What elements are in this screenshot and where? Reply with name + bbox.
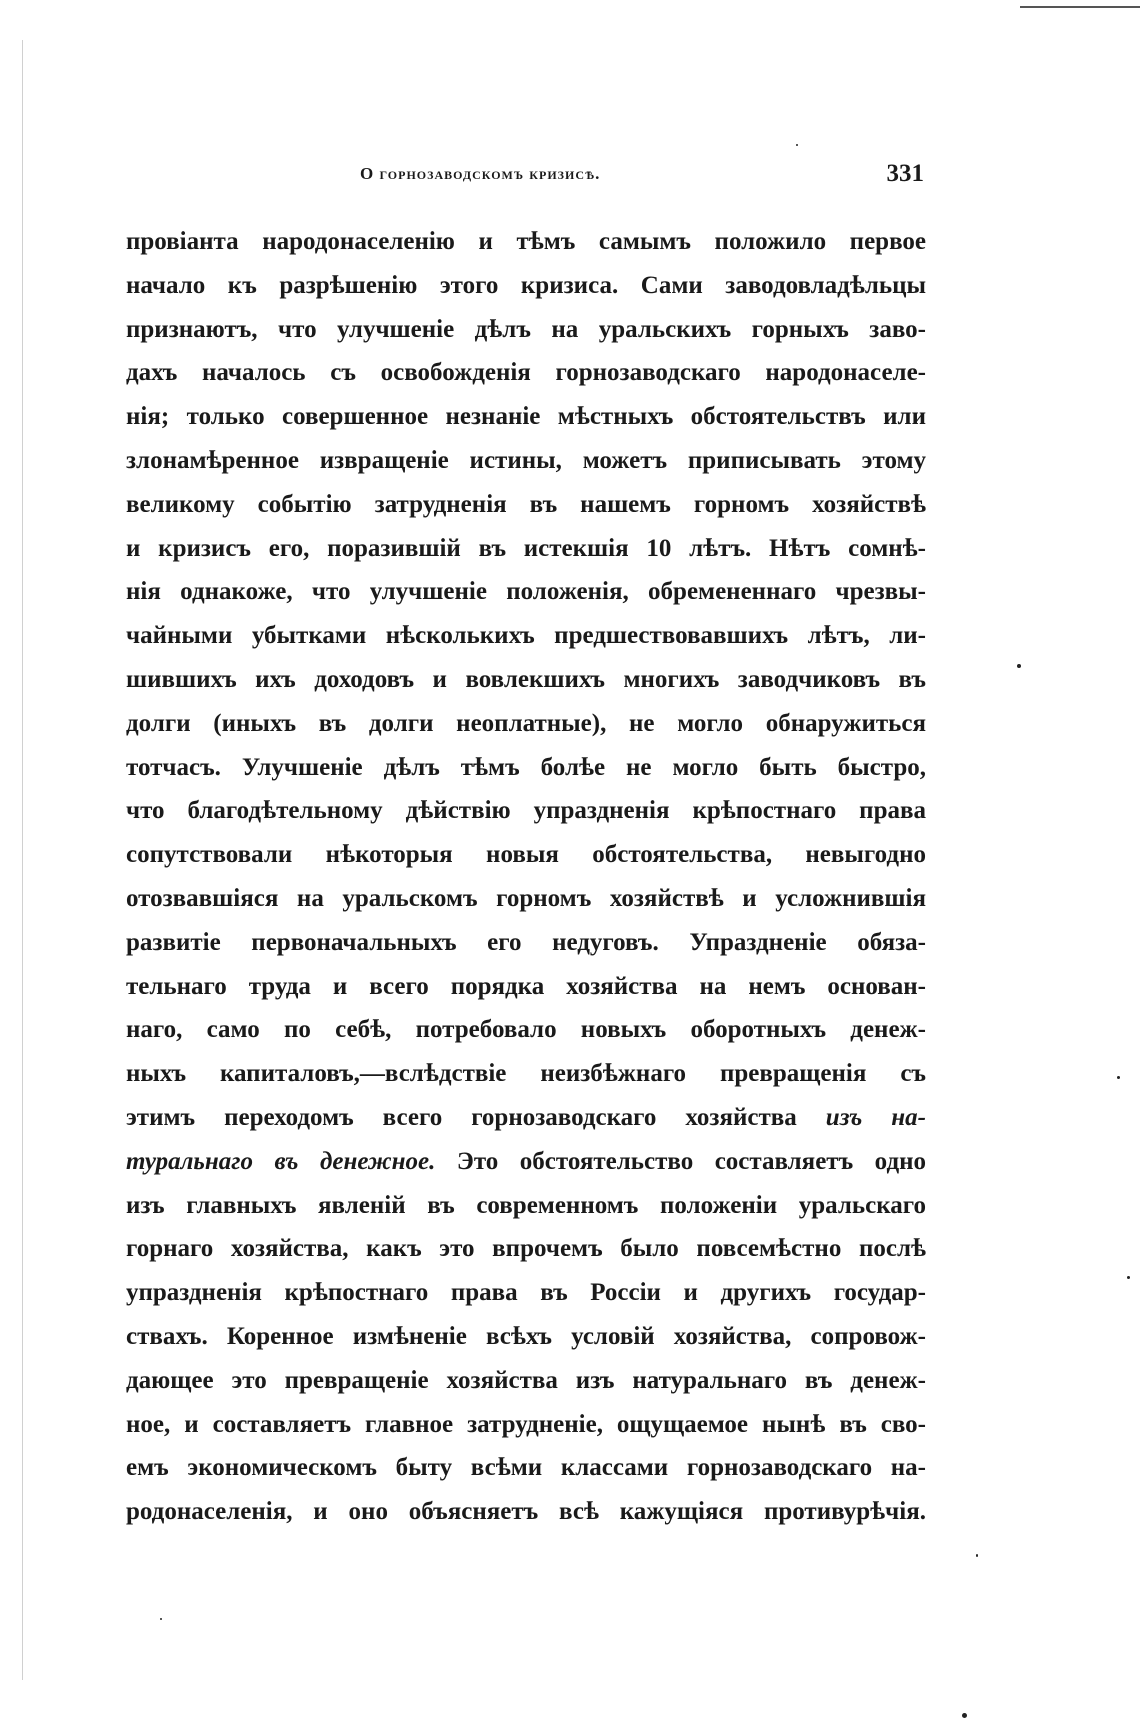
- page-header: [128, 160, 924, 190]
- text-line: тельнаго труда и всего порядка хозяйства на немъ основан-: [126, 972, 926, 1000]
- body-text: [126, 220, 926, 1534]
- text-line: отозвавшіяся на уральскомъ горномъ хозяйствѣ и усложнившія: [126, 884, 926, 912]
- text-line: чайными убытками нѣсколькихъ предшествовавшихъ лѣтъ, ли-: [126, 622, 926, 650]
- text-line: развитіе первоначальныхъ его недуговъ. Упраздненіе обяза-: [126, 928, 926, 956]
- page-number: 331: [886, 160, 924, 187]
- text-line: нія; только совершенное незнаніе мѣстныхъ обстоятельствъ или: [126, 403, 926, 431]
- scan-speck: [962, 1713, 967, 1718]
- running-title: О горнозаводскомъ кризисѣ.: [360, 164, 601, 183]
- scan-speck: [1127, 1276, 1130, 1279]
- text-line: изъ главныхъ явленій въ современномъ положеніи уральскаго: [126, 1191, 926, 1219]
- scan-speck: [1017, 664, 1021, 668]
- text-line: [126, 1096, 926, 1140]
- text-line: дахъ началось съ освобожденія горнозаводскаго народонаселе-: [126, 359, 926, 387]
- text-line: провіанта народонаселенію и тѣмъ самымъ положило первое: [126, 228, 926, 255]
- text-line: емъ экономическомъ быту всѣми классами горнозаводскаго на-: [126, 1454, 926, 1482]
- text-line: горнаго хозяйства, какъ это впрочемъ было повсемѣстно послѣ: [126, 1235, 926, 1263]
- text-segment: Это обстоятельство составляетъ одно: [456, 1147, 926, 1175]
- scan-speck: [160, 1618, 162, 1620]
- text-line: тотчасъ. Улучшеніе дѣлъ тѣмъ болѣе не могло быть быстро,: [126, 753, 926, 781]
- text-line: злонамѣренное извращеніе истины, можетъ приписывать этому: [126, 446, 926, 474]
- text-line: наго, само по себѣ, потребовало новыхъ оборотныхъ денеж-: [126, 1016, 926, 1044]
- text-line: ныхъ капиталовъ,—вслѣдствіе неизбѣжнаго превращенія съ: [126, 1060, 926, 1088]
- text-line: ное, и составляетъ главное затрудненіе, ощущаемое нынѣ въ сво-: [126, 1410, 926, 1438]
- text-line: нія однакоже, что улучшеніе положенія, обремененнаго чрезвы-: [126, 578, 926, 606]
- scan-speck: [1117, 1076, 1120, 1079]
- text-line: ствахъ. Коренное измѣненіе всѣхъ условій хозяйства, сопровож-: [126, 1322, 926, 1350]
- scan-edge-line: [1020, 6, 1140, 8]
- text-line: признаютъ, что улучшеніе дѣлъ на уральскихъ горныхъ заво-: [126, 315, 926, 343]
- scan-speck: [976, 1554, 978, 1557]
- text-line last: родонаселенія, и оно объясняетъ всѣ кажущіяся противурѣчія.: [126, 1498, 926, 1526]
- text-segment: этимъ переходомъ всего горнозаводскаго хозяйства: [126, 1103, 797, 1131]
- text-line: шившихъ ихъ доходовъ и вовлекшихъ многихъ заводчиковъ въ: [126, 665, 926, 693]
- text-line: начало къ разрѣшенію этого кризиса. Сами заводовладѣльцы: [126, 271, 926, 299]
- text-line: и кризисъ его, поразившій въ истекшія 10 лѣтъ. Нѣтъ сомнѣ-: [126, 534, 926, 562]
- text-line: упраздненія крѣпостнаго права въ Россіи и другихъ государ-: [126, 1279, 926, 1307]
- text-line: великому событію затрудненія въ нашемъ горномъ хозяйствѣ: [126, 490, 926, 518]
- scan-edge-line: [22, 40, 23, 1680]
- italic-phrase: туральнаго въ денежное.: [126, 1147, 436, 1175]
- text-line: что благодѣтельному дѣйствію упраздненія крѣпостнаго права: [126, 797, 926, 825]
- italic-phrase: изъ на-: [825, 1103, 926, 1131]
- scan-speck: [796, 144, 798, 146]
- text-line: сопутствовали нѣкоторыя новыя обстоятельства, невыгодно: [126, 841, 926, 869]
- text-line: дающее это превращеніе хозяйства изъ натуральнаго въ денеж-: [126, 1366, 926, 1394]
- text-line: долги (иныхъ въ долги неоплатные), не могло обнаружиться: [126, 709, 926, 737]
- text-line: [126, 1140, 926, 1184]
